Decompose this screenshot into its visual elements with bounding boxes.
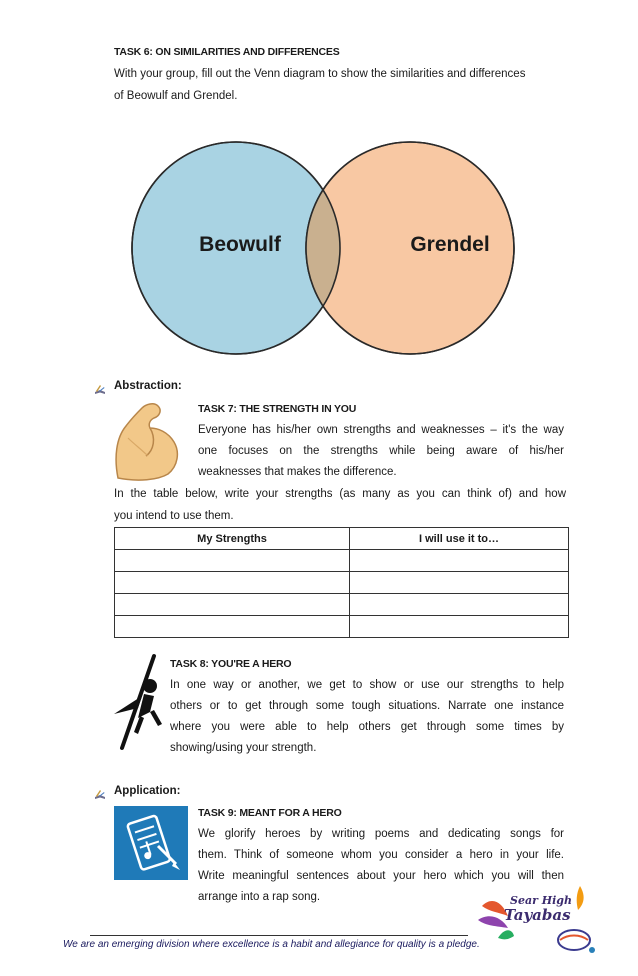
header-my-strengths: My Strengths — [115, 528, 350, 550]
table-instruction-line-1: In the table below, write your strengths (as many as you can think of) and how — [114, 488, 566, 500]
table-row — [115, 572, 569, 594]
strength-cell[interactable] — [115, 572, 350, 594]
logo-text-line-1: Sear High — [510, 894, 572, 907]
task8-line-1: In one way or another, we get to show or use our strengths to help — [170, 679, 564, 691]
application-label: Application: — [114, 785, 181, 797]
task7-title: TASK 7: THE STRENGTH IN YOU — [198, 403, 357, 415]
venn-right-label: Grendel — [410, 233, 490, 256]
task6-title: TASK 6: ON SIMILARITIES AND DIFFERENCES — [114, 46, 340, 58]
bullet-book-icon — [94, 383, 106, 395]
use-cell[interactable] — [350, 550, 569, 572]
task6-line-1: With your group, fill out the Venn diagram to show the similarities and differences — [114, 68, 526, 80]
table-header-row — [115, 528, 569, 550]
flexed-biceps-icon — [108, 398, 188, 482]
logo-text-line-2: Tayabas — [504, 906, 571, 924]
hero-figure-icon — [110, 652, 168, 752]
footer-text: We are an emerging division where excellence is a habit and allegiance for quality is a pledge. — [63, 939, 480, 950]
task8-line-3: where you were able to help others get through some times by — [170, 721, 564, 733]
use-cell[interactable] — [350, 616, 569, 638]
use-cell[interactable] — [350, 594, 569, 616]
school-logo — [468, 876, 598, 956]
strength-cell[interactable] — [115, 594, 350, 616]
bullet-book-icon — [94, 788, 106, 800]
venn-left-label: Beowulf — [199, 233, 281, 256]
table-row — [115, 550, 569, 572]
task9-line-4: arrange into a rap song. — [198, 891, 321, 903]
header-use-it-to: I will use it to… — [350, 528, 569, 550]
venn-diagram-shapes — [120, 130, 540, 366]
strength-cell[interactable] — [115, 616, 350, 638]
task9-line-1: We glorify heroes by writing poems and dedicating songs for — [198, 828, 564, 840]
music-sheet-icon — [114, 806, 188, 880]
task9-title: TASK 9: MEANT FOR A HERO — [198, 807, 342, 819]
task7-line-2: one focuses on the strengths while being aware of his/her — [198, 445, 564, 457]
footer-divider — [90, 935, 468, 936]
task8-title: TASK 8: YOU'RE A HERO — [170, 658, 292, 670]
task6-line-2: of Beowulf and Grendel. — [114, 90, 238, 102]
task9-line-2: them. Think of someone whom you consider a hero in your life. — [198, 849, 564, 861]
table-row — [115, 594, 569, 616]
task9-line-3: Write meaningful sentences about your hero which you will then — [198, 870, 564, 882]
task8-line-4: showing/using your strength. — [170, 742, 317, 754]
use-cell[interactable] — [350, 572, 569, 594]
table-instruction-line-2: you intend to use them. — [114, 510, 234, 522]
table-row — [115, 616, 569, 638]
task8-text — [170, 675, 564, 759]
task7-line-3: weaknesses that makes the difference. — [198, 466, 397, 478]
strength-cell[interactable] — [115, 550, 350, 572]
task8-line-2: others or to get through some tough situations. Narrate one instance — [170, 700, 564, 712]
strengths-table — [114, 527, 569, 638]
task7-text — [198, 420, 564, 483]
task7-line-1: Everyone has his/her own strengths and weaknesses – it's the way — [198, 424, 564, 436]
abstraction-label: Abstraction: — [114, 380, 182, 392]
